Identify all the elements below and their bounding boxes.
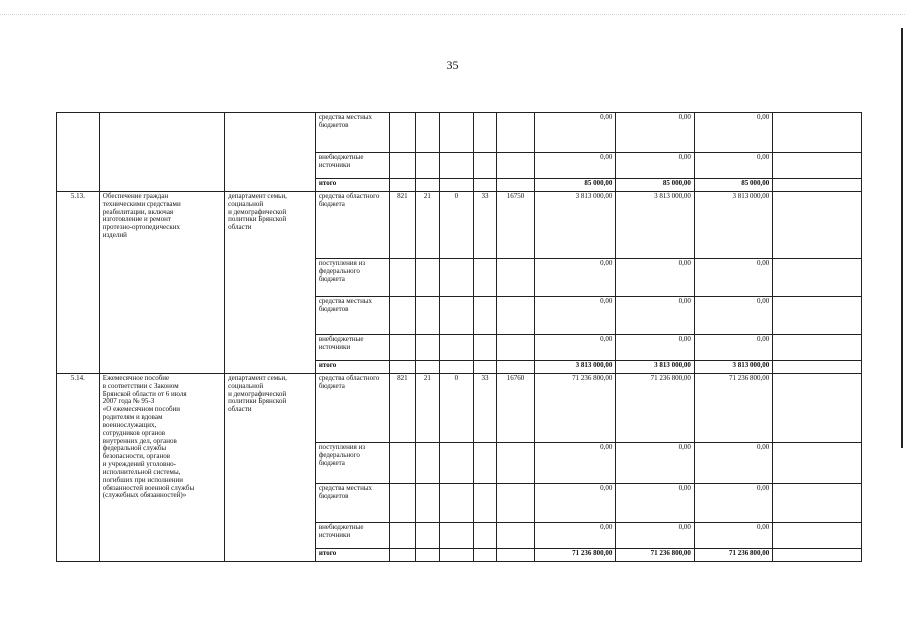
code-cell [440,297,474,335]
value-cell: 3 813 000,00 [616,192,694,259]
code-cell [415,361,439,374]
code-cell [390,361,415,374]
value-cell: 0,00 [534,297,616,335]
code-cell: 33 [473,374,496,443]
total-value-cell: 3 813 000,00 [694,361,772,374]
value-cell: 0,00 [534,153,616,179]
code-cell [497,335,535,361]
code-cell [497,549,535,562]
source-cell: средства местных бюджетов [315,297,389,335]
value-cell: 0,00 [534,523,616,549]
code-cell: 16760 [497,374,535,443]
executor-cell: департамент семьи, социальной и демографической политики Брянской области [225,192,316,374]
code-cell: 821 [390,192,415,259]
code-cell [473,523,496,549]
code-cell [473,484,496,523]
note-cell [773,192,862,259]
code-cell [440,443,474,484]
code-cell [497,443,535,484]
source-cell: внебюджетные источники [315,335,389,361]
code-cell [473,179,496,192]
num-cell: 5.13. [57,192,100,374]
code-cell [415,549,439,562]
code-cell [390,259,415,297]
code-cell [390,153,415,179]
code-cell [473,259,496,297]
value-cell: 0,00 [616,335,694,361]
code-cell [415,484,439,523]
code-cell [390,297,415,335]
code-cell [440,361,474,374]
code-cell [440,549,474,562]
value-cell: 0,00 [694,523,772,549]
code-cell [473,361,496,374]
code-cell: 33 [473,192,496,259]
code-cell [440,335,474,361]
code-cell [497,259,535,297]
value-cell: 0,00 [616,153,694,179]
code-cell [497,297,535,335]
code-cell [473,153,496,179]
budget-table [56,112,862,562]
note-cell [773,153,862,179]
executor-cell [225,113,316,192]
code-cell [390,484,415,523]
code-cell: 0 [440,192,474,259]
code-cell [473,335,496,361]
value-cell: 0,00 [616,443,694,484]
code-cell: 21 [415,192,439,259]
code-cell [473,113,496,153]
total-value-cell: 3 813 000,00 [534,361,616,374]
note-cell [773,374,862,443]
code-cell [497,523,535,549]
code-cell [473,297,496,335]
note-cell [773,335,862,361]
code-cell [415,443,439,484]
source-cell: внебюджетные источники [315,153,389,179]
name-cell: Обеспечение граждан техническими средствами реабилитации, включая изготовление и ремонт протезно-ортопедических изделий [99,192,224,374]
code-cell [415,153,439,179]
value-cell: 0,00 [694,113,772,153]
code-cell [440,153,474,179]
value-cell: 71 236 800,00 [534,374,616,443]
note-cell [773,259,862,297]
code-cell [497,179,535,192]
source-cell: итого [315,179,389,192]
code-cell [497,361,535,374]
value-cell: 0,00 [694,335,772,361]
value-cell: 0,00 [616,259,694,297]
name-cell: Ежемесячное пособие в соответствии с Законом Брянской области от 6 июля 2007 года № 95-З «О ежемесячном пособии родителям и вдовам военнослужащих, сотрудников органов внутренних дел, органов федеральной службы безопасности, органов и учреждений уголовно- исполнительной системы, погибших при исполнении обязанностей военной службы (служебных обязанностей)» [99,374,224,562]
code-cell [497,484,535,523]
value-cell: 3 813 000,00 [694,192,772,259]
total-value-cell: 71 236 800,00 [694,549,772,562]
code-cell [415,259,439,297]
value-cell: 0,00 [534,484,616,523]
source-cell: внебюджетные источники [315,523,389,549]
value-cell: 0,00 [616,523,694,549]
total-value-cell: 85 000,00 [694,179,772,192]
note-cell [773,484,862,523]
code-cell [390,523,415,549]
note-cell [773,113,862,153]
value-cell: 0,00 [694,153,772,179]
code-cell [497,113,535,153]
code-cell [390,113,415,153]
code-cell [440,259,474,297]
page-number: 35 [446,58,459,72]
note-cell [773,297,862,335]
code-cell: 21 [415,374,439,443]
table-body [57,113,862,562]
source-cell: средства областного бюджета [315,192,389,259]
scan-noise-line [0,14,905,25]
value-cell: 0,00 [534,113,616,153]
code-cell [415,179,439,192]
total-value-cell: 71 236 800,00 [616,549,694,562]
num-cell: 5.14. [57,374,100,562]
source-cell: средства областного бюджета [315,374,389,443]
code-cell [390,549,415,562]
num-cell [57,113,100,192]
table-row [57,113,862,153]
table-row [57,192,862,259]
value-cell: 0,00 [616,484,694,523]
source-cell: поступления из федерального бюджета [315,259,389,297]
code-cell [415,523,439,549]
note-cell [773,179,862,192]
value-cell: 0,00 [694,259,772,297]
code-cell [497,153,535,179]
value-cell: 0,00 [616,113,694,153]
source-cell: итого [315,549,389,562]
source-cell: средства местных бюджетов [315,484,389,523]
code-cell [440,113,474,153]
note-cell [773,523,862,549]
code-cell: 16750 [497,192,535,259]
value-cell: 0,00 [534,335,616,361]
code-cell [473,549,496,562]
value-cell: 3 813 000,00 [534,192,616,259]
source-cell: итого [315,361,389,374]
total-value-cell: 71 236 800,00 [534,549,616,562]
code-cell [415,113,439,153]
code-cell [440,179,474,192]
value-cell: 0,00 [616,297,694,335]
value-cell: 0,00 [694,484,772,523]
total-value-cell: 85 000,00 [616,179,694,192]
source-cell: средства местных бюджетов [315,113,389,153]
source-cell: поступления из федерального бюджета [315,443,389,484]
total-value-cell: 85 000,00 [534,179,616,192]
table-row [57,374,862,443]
executor-cell: департамент семьи, социальной и демографической политики Брянской области [225,374,316,562]
note-cell [773,443,862,484]
name-cell [99,113,224,192]
code-cell [415,335,439,361]
code-cell [390,443,415,484]
value-cell: 0,00 [694,297,772,335]
total-value-cell: 3 813 000,00 [616,361,694,374]
code-cell [415,297,439,335]
note-cell [773,549,862,562]
scan-edge-line [901,28,903,448]
code-cell: 821 [390,374,415,443]
code-cell: 0 [440,374,474,443]
code-cell [473,443,496,484]
value-cell: 71 236 800,00 [616,374,694,443]
value-cell: 71 236 800,00 [694,374,772,443]
code-cell [440,484,474,523]
code-cell [390,179,415,192]
value-cell: 0,00 [534,443,616,484]
value-cell: 0,00 [694,443,772,484]
code-cell [440,523,474,549]
value-cell: 0,00 [534,259,616,297]
code-cell [390,335,415,361]
note-cell [773,361,862,374]
